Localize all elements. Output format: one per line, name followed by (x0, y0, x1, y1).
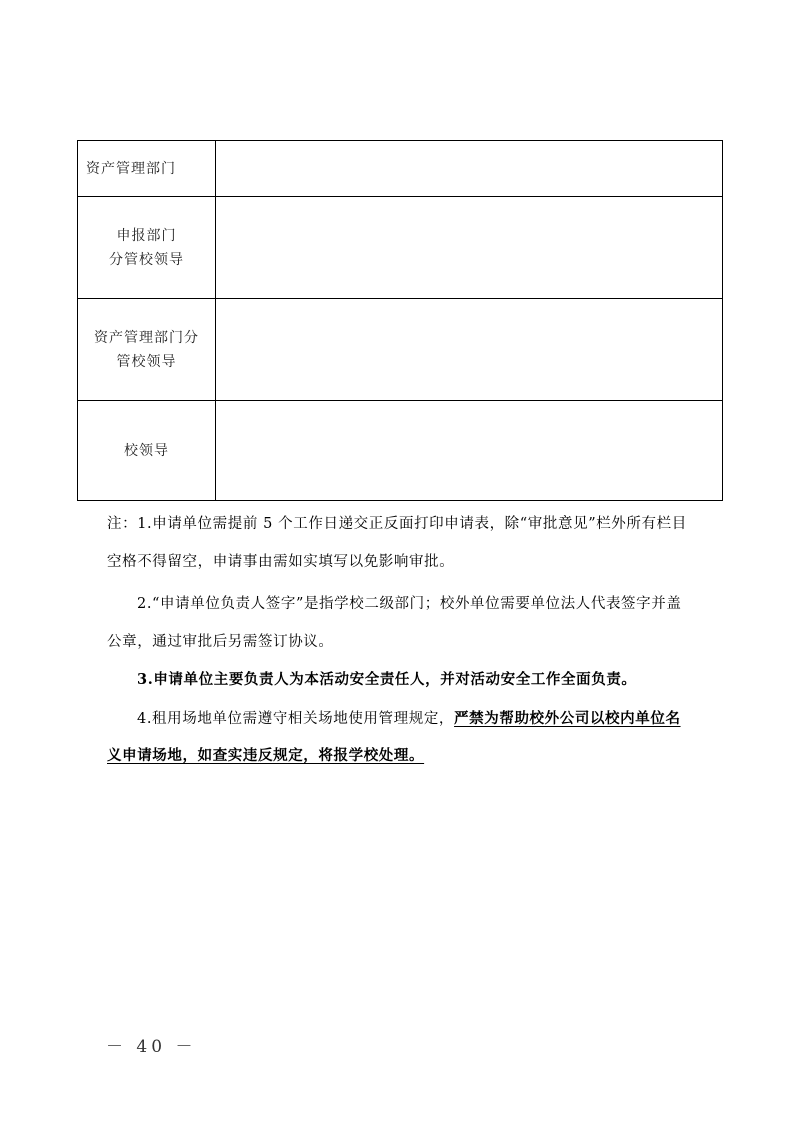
note-4-line-1 (137, 707, 681, 728)
label-line: 分管校领导 (109, 251, 184, 268)
label-asset-dept-leader (78, 299, 216, 401)
label-line: 资产管理部门分 (94, 329, 199, 346)
note-2-line-1: 2.“申请单位负责人签字”是指学校二级部门；校外单位需要单位法人代表签字并盖 (137, 596, 682, 612)
note-4-warning-part-2: 义申请场地，如查实违反规定，将报学校处理。 (107, 747, 425, 764)
label-school-leader (78, 401, 216, 501)
table-row (78, 299, 723, 401)
note-1-line-2: 空格不得留空，申请事由需如实填写以免影响审批。 (107, 554, 455, 570)
value-reporting-dept-leader[interactable] (216, 197, 723, 299)
table-row (78, 141, 723, 197)
table-row (78, 401, 723, 501)
note-2-line-2: 公章，通过审批后另需签订协议。 (107, 634, 334, 650)
note-4-prefix: 4.租用场地单位需遵守相关场地使用管理规定， (137, 711, 455, 727)
label-line: 管校领导 (116, 353, 177, 370)
table-row (78, 197, 723, 299)
note-4-warning-part-1: 严禁为帮助校外公司以校内单位名 (454, 710, 681, 727)
label-line: 校领导 (124, 442, 169, 459)
value-asset-department[interactable] (216, 141, 723, 197)
approval-table (77, 140, 723, 501)
label-asset-department (78, 141, 216, 197)
note-1-line-1: 注：1.申请单位需提前 5 个工作日递交正反面打印申请表，除“审批意见”栏外所有栏目 (107, 516, 687, 532)
label-line: 资产管理部门 (86, 160, 176, 177)
note-3: 3.申请单位主要负责人为本活动安全责任人，并对活动安全工作全面负责。 (137, 671, 637, 688)
value-school-leader[interactable] (216, 401, 723, 501)
label-line: 申报部门 (116, 227, 177, 244)
label-reporting-dept-leader (78, 197, 216, 299)
value-asset-dept-leader[interactable] (216, 299, 723, 401)
page-number: － 40 － (106, 1037, 197, 1057)
